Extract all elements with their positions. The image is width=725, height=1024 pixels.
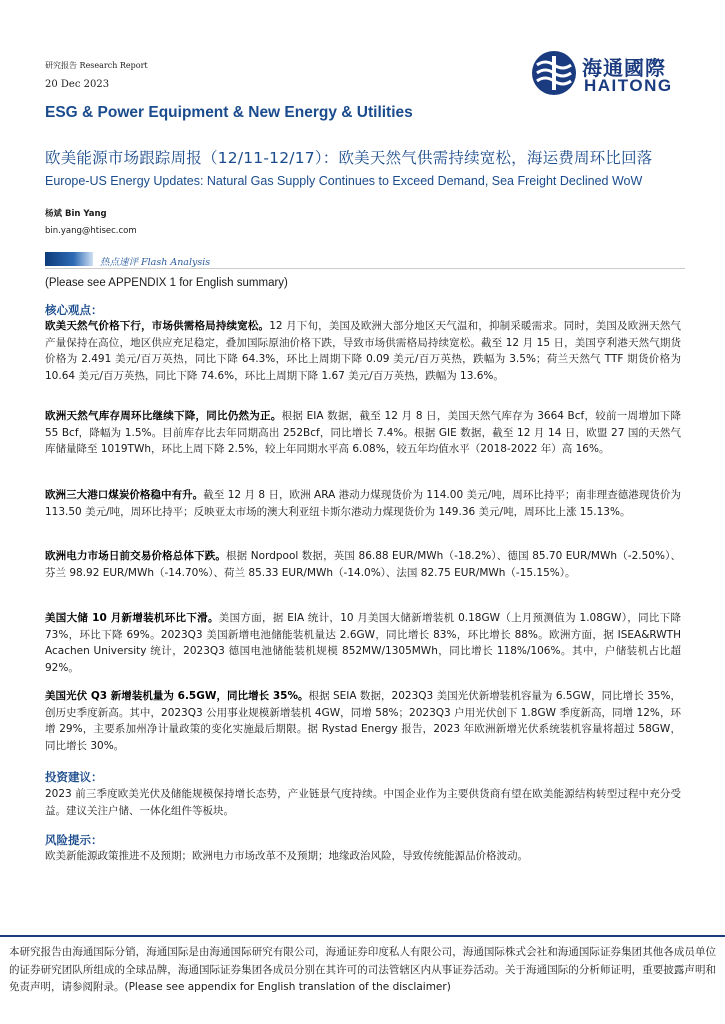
logo-text-cn: 海通國際 [582,56,666,80]
paragraph-body: 根据 EIA 数据，截至 12 月 8 日，美国天然气库存为 3664 Bcf，较前一周增加下降 55 Bcf，降幅为 1.5%。目前库存比去年同期高出 252Bcf，同比增长 7.4%。根据 GIE 数据，截至 12 月 14 日，欧盟 27 国的天然气库储量降至 1019TWh，环比上周下降 2.5%，较上年同期水平高 6.08%，较五年均值水平（2018-2022 年）高 16%。 [45,410,681,456]
report-type-label: 研究报告 Research Report [45,61,148,70]
risk-warning-heading: 风险提示： [45,833,103,847]
paragraph-lead: 美国光伏 Q3 新增装机量为 6.5GW，同比增长 35%。 [45,690,309,702]
core-views-heading: 核心观点： [45,303,103,317]
disclaimer-text: 本研究报告由海通国际分销，海通国际是由海通国际研究有限公司，海通证券印度私人有限公司，海通国际株式会社和海通国际证券集团其他各成员单位的证券研究团队所组成的全球品牌，海通国际证券集团各成员分别在其许可的司法管辖区内从事证券活动。关于海通国际的分析师证明，重要披露声明和免责声明，请参阅附录。(Please see appendix for English translation of the disclaimer) [9,946,716,993]
core-paragraph [45,487,681,520]
core-paragraph [45,548,681,581]
appendix-note: (Please see APPENDIX 1 for English summary) [45,277,288,289]
sector-heading: ESG & Power Equipment & New Energy & Utilities [45,104,413,121]
core-paragraph [45,408,681,458]
haitong-logo-icon [531,50,577,96]
paragraph-body: 12 月下旬，美国及欧洲大部分地区天气温和，抑制采暖需求。同时，美国及欧洲天然气产量保持在高位，地区供应充足稳定，叠加国际原油价格下跌，导致市场供需格局持续宽松。截至 12 月 15 日，美国亨利港天然气期货价格为 2.491 美元/百万英热，同比下降 64.3%，环比上周期下降 0.09 美元/百万英热，跌幅为 3.5%；荷兰天然气 TTF 期货价格为 10.64 美元/百万英热，同比下降 74.6%，环比上周期下降 1.67 美元/百万英热，跌幅为 13.6%。 [45,320,682,382]
logo-text-en: HAITONG [584,76,673,95]
core-paragraph [45,610,681,676]
investment-advice-heading: 投资建议： [45,770,103,784]
report-title-en: Europe-US Energy Updates: Natural Gas Supply Continues to Exceed Demand, Sea Freight Declined WoW [45,174,643,188]
author-name: 杨斌 Bin Yang [45,209,107,219]
paragraph-body: 根据 Nordpool 数据，英国 86.88 EUR/MWh（-18.2%）、德国 85.70 EUR/MWh（-2.50%）、芬兰 98.92 EUR/MWh（-14.70%）、荷兰 85.33 EUR/MWh（-14.0%）、法国 82.75 EUR/MWh（-15.15%）。 [45,550,681,579]
core-paragraph [45,318,681,384]
paragraph-lead: 美国大储 10 月新增装机环比下滑。 [45,612,219,624]
paragraph-body: 截至 12 月 8 日，欧洲 ARA 港动力煤现货价为 114.00 美元/吨，周环比持平；南非理查德港现货价为 113.50 美元/吨，周环比持平；反映亚太市场的澳大利亚纽卡斯尔港动力煤现货价为 149.36 美元/吨，周环比上涨 15.13%。 [45,489,682,518]
paragraph-lead: 欧洲电力市场日前交易价格总体下跌。 [45,550,227,562]
paragraph-body: 美国方面，据 EIA 统计，10 月美国大储新增装机 0.18GW（上月预测值为 1.08GW），同比下降 73%，环比下降 69%。2023Q3 美国新增电池储能装机量达 2.6GW，同比增长 83%，环比增长 88%。欧洲方面，据 ISEA&RWTH Acachen University 统计，2023Q3 德国电池储能装机规模 852MW/1305MWh，同比增长 118%/106%。其中，户储装机占比超 92%。 [45,612,681,674]
risk-warning-text: 欧美新能源政策推进不及预期；欧洲电力市场改革不及预期；地缘政治风险，导致传统能源品价格波动。 [45,850,528,862]
flash-analysis-label: 热点速评 Flash Analysis [100,257,211,268]
paragraph-lead: 欧洲天然气库存周环比继续下降，同比仍然为正。 [45,410,282,422]
investment-advice-text: 2023 前三季度欧美光伏及储能规模保持增长态势，产业链景气度持续。中国企业作为主要供货商有望在欧美能源结构转型过程中充分受益。建议关注户储、一体化组件等板块。 [45,788,681,817]
core-paragraph [45,688,681,754]
paragraph-body: 根据 SEIA 数据，2023Q3 美国光伏新增装机容量为 6.5GW，同比增长 35%，创历史季度新高。其中，2023Q3 公用事业规模新增装机 4GW，同增 58%；2023Q3 户用光伏创下 1.8GW 季度新高，同增 12%，环增 29%，主要系加州净计量政策的变化实施最后期限。据 Rystad Energy 报告，2023 年欧洲新增光伏系统装机容量将超过 58GW，同比增长 30%。 [45,690,681,752]
haitong-logo [531,50,681,96]
disclaimer-divider [0,935,725,937]
paragraph-lead: 欧美天然气价格下行，市场供需格局持续宽松。 [45,320,270,332]
author-email[interactable]: bin.yang@htisec.com [45,226,137,236]
paragraph-lead: 欧洲三大港口煤炭价格稳中有升。 [45,489,204,501]
report-title-cn: 欧美能源市场跟踪周报（12/11-12/17）：欧美天然气供需持续宽松，海运费周环比回落 [45,149,653,167]
flash-analysis-bar [45,252,93,266]
divider [45,268,685,269]
report-date: 20 Dec 2023 [45,79,110,90]
